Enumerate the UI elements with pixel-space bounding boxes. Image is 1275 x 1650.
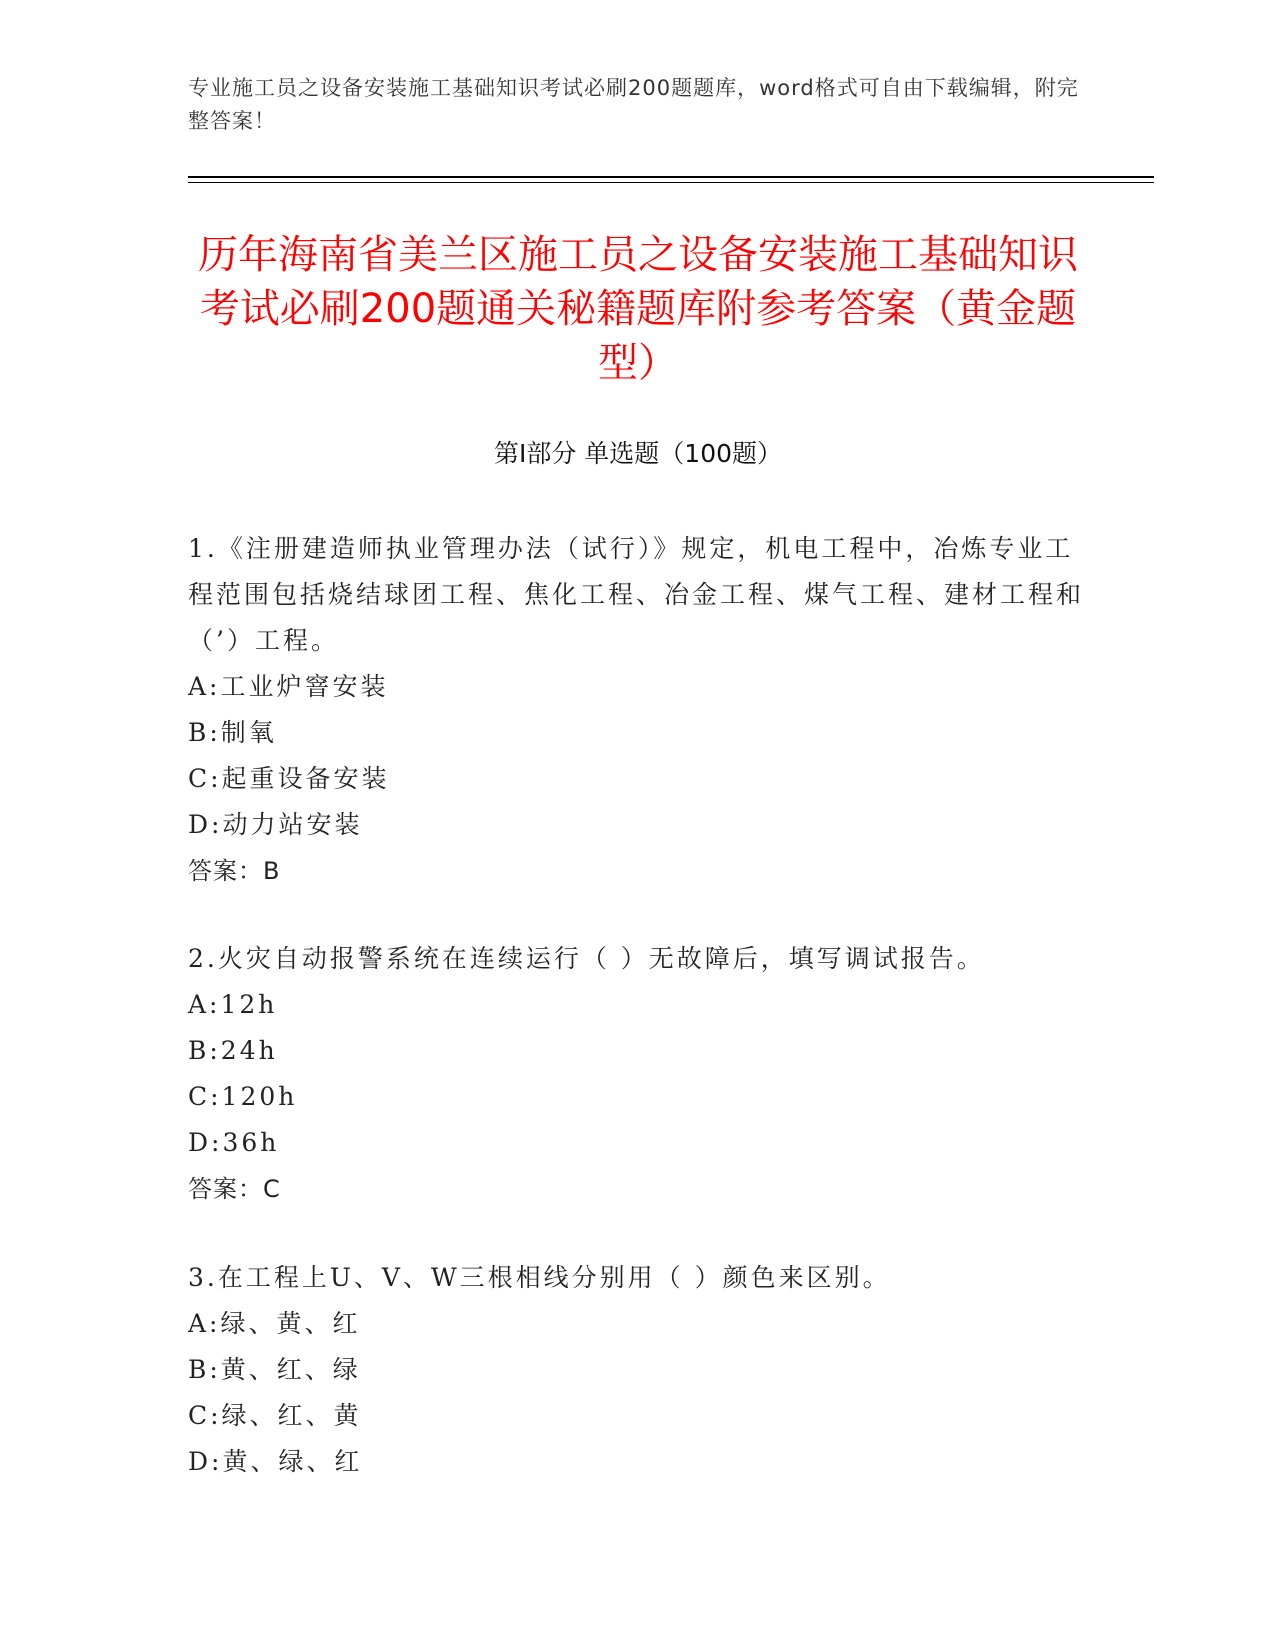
header-note: 专业施工员之设备安装施工基础知识考试必刷200题题库，word格式可自由下载编辑，附完整答案！ <box>188 76 1079 133</box>
option-c: C:绿、红、黄 <box>188 1401 362 1430</box>
option-c: C:起重设备安装 <box>188 764 390 793</box>
option-c: C:120h <box>188 1082 298 1111</box>
option-a: A:工业炉窨安装 <box>188 672 389 701</box>
answer: 答案：B <box>188 857 281 885</box>
question-1 <box>188 526 1088 894</box>
question-stem: 2.火灾自动报警系统在连续运行（ ）无故障后，填写调试报告。 <box>188 944 985 973</box>
option-a: A:12h <box>188 990 278 1019</box>
question-3 <box>188 1255 1088 1485</box>
option-b: B:黄、红、绿 <box>188 1355 361 1384</box>
option-d: D:动力站安装 <box>188 810 363 839</box>
header-rule-thick <box>188 176 1154 178</box>
question-2 <box>188 936 1088 1212</box>
option-a: A:绿、黄、红 <box>188 1309 361 1338</box>
document-title: 历年海南省美兰区施工员之设备安装施工基础知识考试必刷200题通关秘籍题库附参考答案（黄金题型） <box>198 232 1078 386</box>
option-b: B:24h <box>188 1036 278 1065</box>
question-stem: 1.《注册建造师执业管理办法（试行）》规定，机电工程中，冶炼专业工程范围包括烧结球团工程、焦化工程、冶金工程、煤气工程、建材工程和（’）工程。 <box>188 534 1085 655</box>
header-rule-thin <box>188 182 1154 183</box>
question-stem: 3.在工程上U、V、W三根相线分别用（ ）颜色来区别。 <box>188 1263 891 1292</box>
section-heading: 第Ⅰ部分 单选题（100题） <box>493 439 783 468</box>
option-d: D:36h <box>188 1128 280 1157</box>
option-b: B:制氧 <box>188 718 277 747</box>
answer: 答案：C <box>188 1175 281 1203</box>
option-d: D:黄、绿、红 <box>188 1447 363 1476</box>
